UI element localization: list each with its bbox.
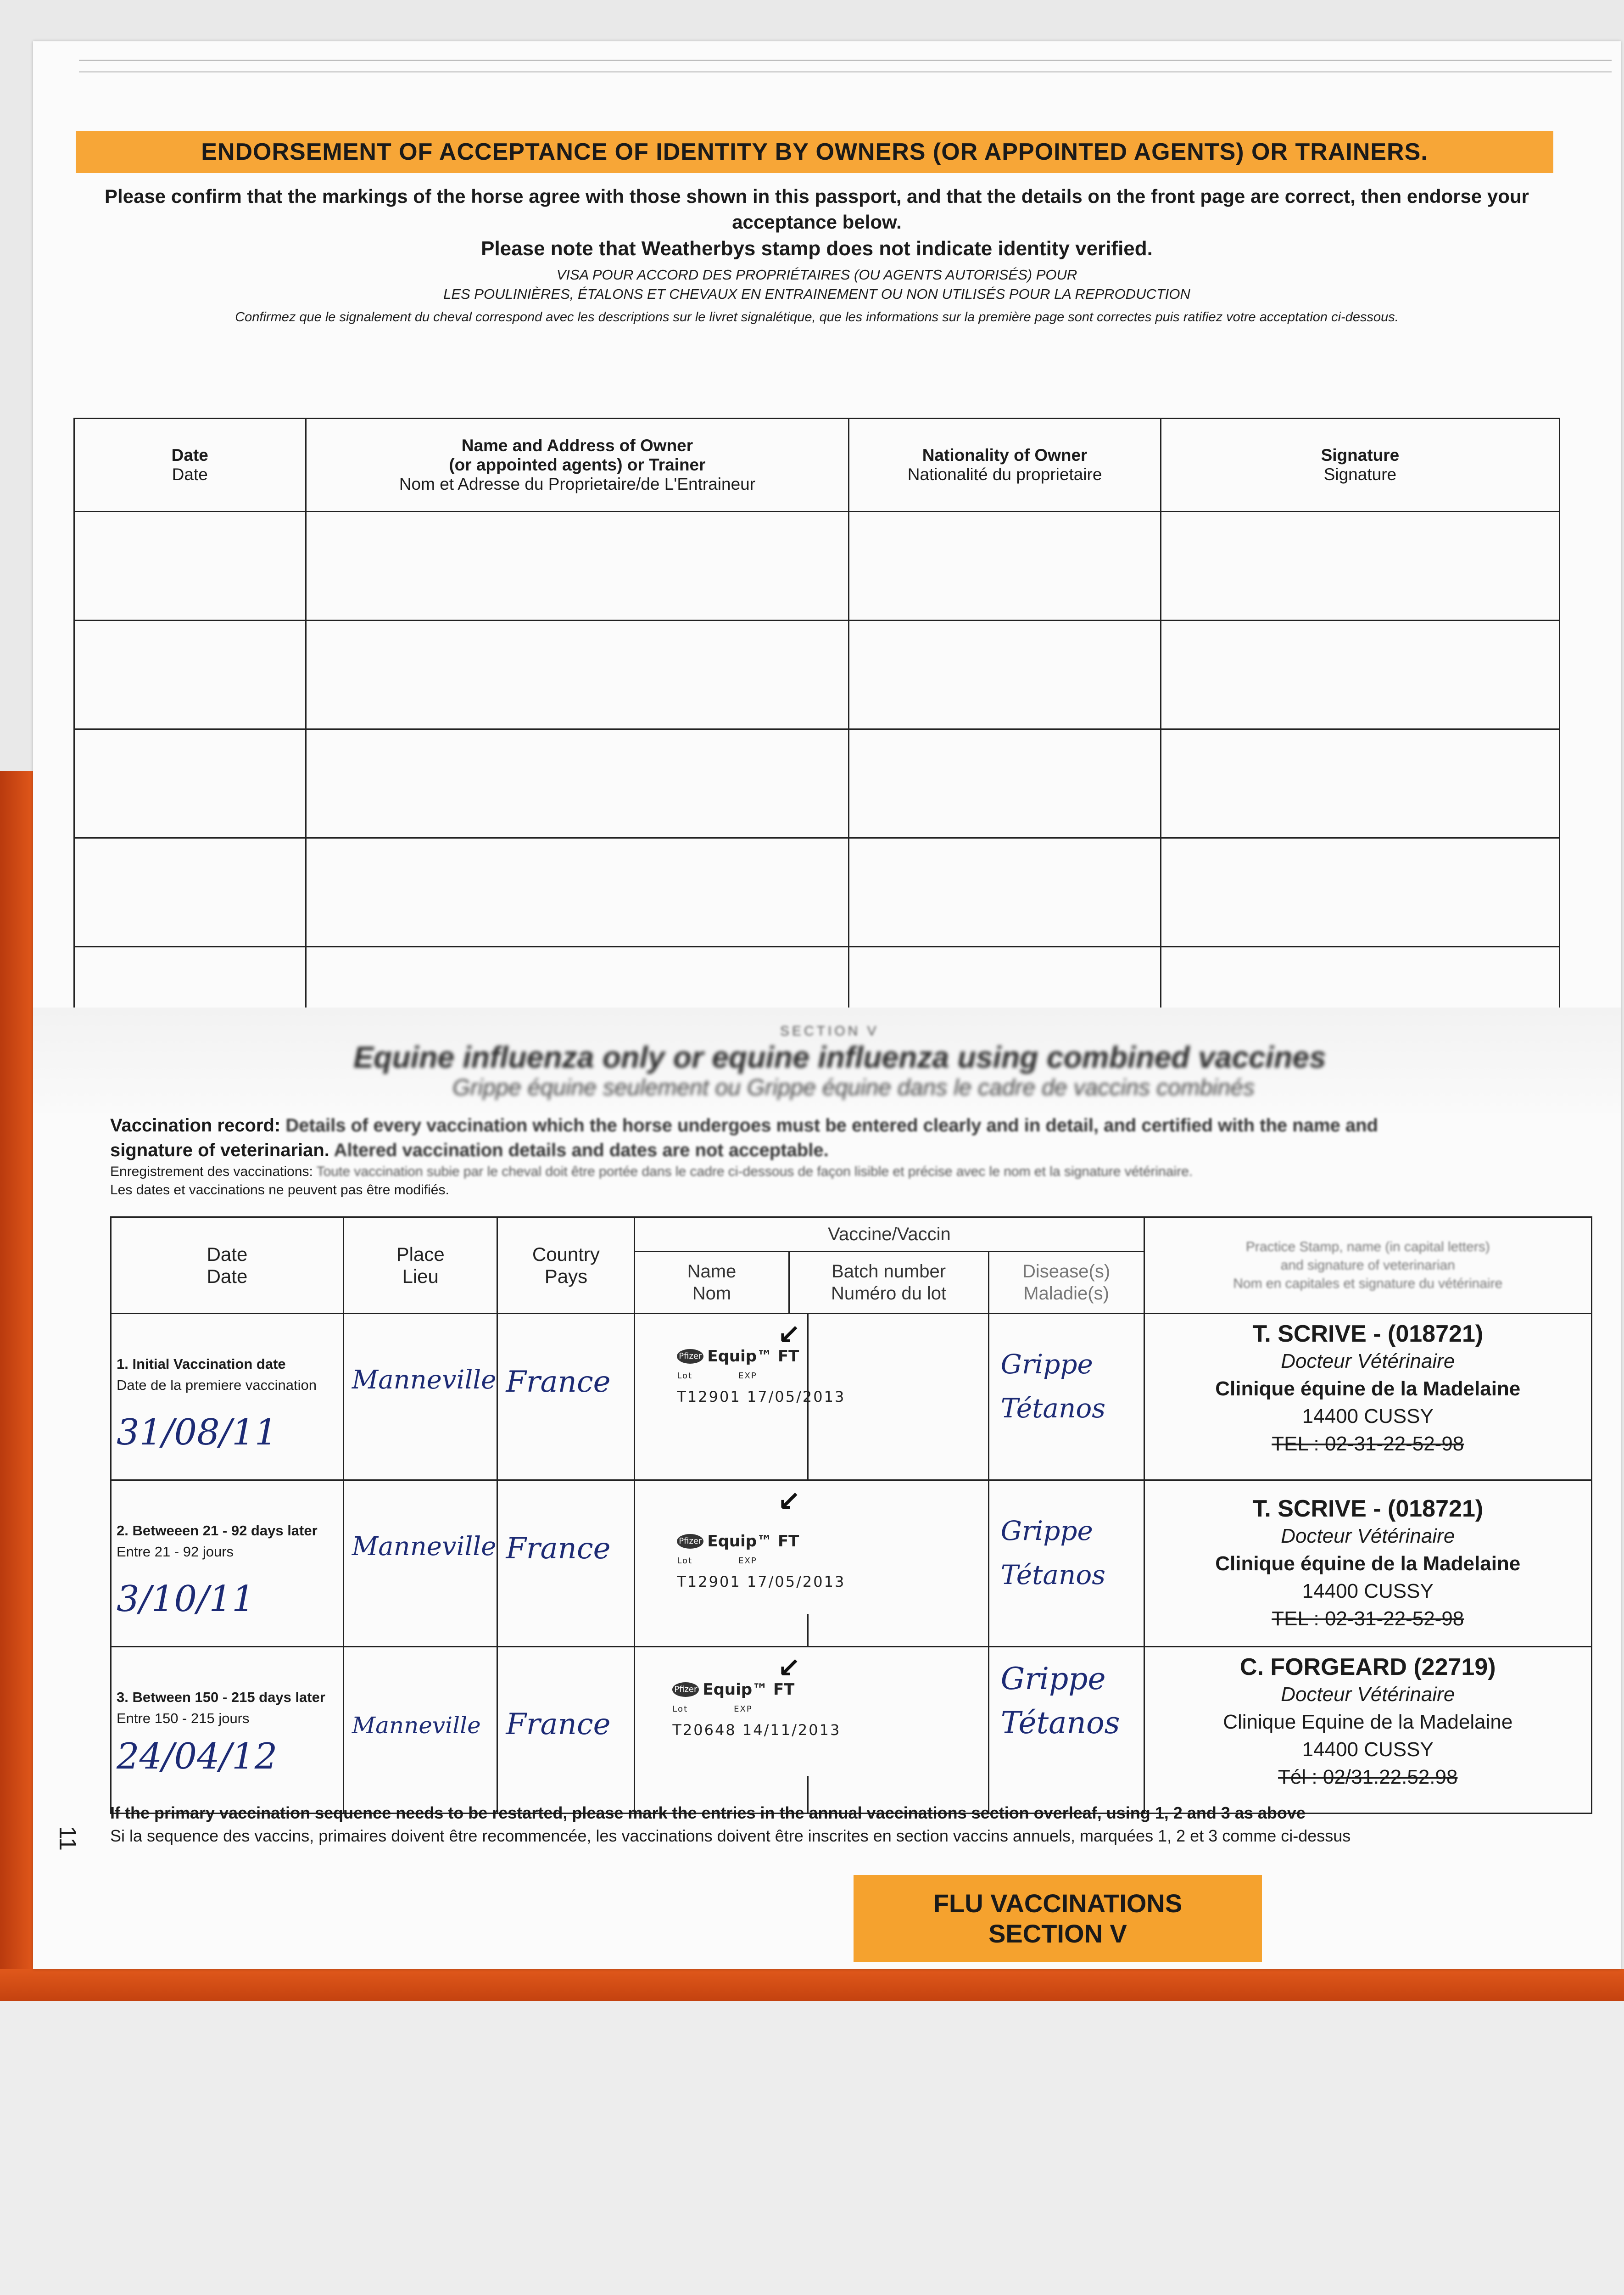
header-date: Date Date [74, 419, 306, 512]
vaccination-row [111, 1647, 1592, 1814]
dose-label: 2. Betweeen 21 - 92 days later [117, 1523, 318, 1539]
dose-label-french: Entre 150 - 215 jours [117, 1710, 250, 1726]
vet-phone: TEL : 02-31-22-52-98 [1272, 1607, 1464, 1630]
vet-stamp [1145, 1481, 1591, 1633]
instruction-confirm: Please confirm that the markings of the horse agree with those shown in this passport, and that the details on the front page are correct, then endorse your acceptance below. [105, 185, 1529, 233]
owner-date-cell[interactable] [74, 621, 306, 729]
dose-label-french: Date de la premiere vaccination [117, 1377, 317, 1393]
owner-nationality-cell[interactable] [849, 729, 1161, 838]
country-handwritten: France [506, 1532, 611, 1566]
owner-name-cell[interactable] [306, 621, 849, 729]
owner-nationality-cell[interactable] [849, 512, 1161, 621]
owner-row [74, 729, 1560, 838]
place-handwritten: Manneville [352, 1712, 481, 1739]
page-edge-lines [79, 60, 1612, 73]
instruction-visa-2: LES POULINIÈRES, ÉTALONS ET CHEVAUX EN ENTRAINEMENT OU NON UTILISÉS POUR LA REPRODUCTION [443, 286, 1190, 302]
instruction-stamp-note: Please note that Weatherbys stamp does not indicate identity verified. [481, 237, 1153, 260]
owner-row [74, 512, 1560, 621]
vacc-header-disease: Disease(s) Maladie(s) [988, 1252, 1144, 1314]
dose-date-cell [111, 1480, 344, 1647]
vaccine-sticker [636, 1481, 987, 1590]
arrow-icon: ↙ [777, 1652, 801, 1683]
instruction-french: Confirmez que le signalement du cheval correspond avec les descriptions sur le livret signalétique, que les informations sur la première page sont correctes puis ratifiez votre acceptation ci-dessous. [235, 310, 1399, 325]
owner-date-cell[interactable] [74, 512, 306, 621]
owner-signature-cell[interactable] [1161, 621, 1559, 729]
header-owner-name: Name and Address of Owner (or appointed agents) or Trainer Nom et Adresse du Proprietaire/de L'Entraineur [306, 419, 849, 512]
vet-city: 14400 CUSSY [1302, 1738, 1434, 1761]
arrow-icon: ↙ [777, 1319, 801, 1350]
owner-signature-cell[interactable] [1161, 947, 1559, 1018]
place-cell [343, 1480, 497, 1647]
record-line-1: Vaccination record: Details of every vaccination which the horse undergoes must be entered clearly and in detail, and certified with the name and [110, 1115, 1378, 1136]
vaccine-sticker [636, 1648, 987, 1739]
badge-line-2: SECTION V [988, 1919, 1127, 1948]
owner-table-header [74, 419, 1560, 512]
disease-cell [988, 1314, 1144, 1480]
dose-date-cell [111, 1314, 344, 1480]
endorsement-banner: ENDORSEMENT OF ACCEPTANCE OF IDENTITY BY OWNERS (OR APPOINTED AGENTS) OR TRAINERS. [76, 131, 1553, 173]
disease-handwritten: Grippe Tétanos [1000, 1515, 1106, 1590]
pfizer-logo-icon: Pfizer [677, 1349, 703, 1364]
place-cell [343, 1314, 497, 1480]
vaccination-header-row-1 [111, 1217, 1592, 1252]
vet-clinic: Clinique Equine de la Madelaine [1223, 1711, 1513, 1733]
vet-name: T. SCRIVE - (018721) [1252, 1495, 1484, 1522]
vaccination-row [111, 1314, 1592, 1480]
disease-cell [988, 1647, 1144, 1814]
vacc-header-country: Country Pays [497, 1217, 635, 1314]
vaccine-brand: Equip™ FT [707, 1532, 799, 1551]
vet-stamp-cell [1144, 1314, 1591, 1480]
passport-cover-edge [0, 771, 33, 2010]
country-handwritten: France [506, 1365, 611, 1399]
dose-date: 3/10/11 [117, 1579, 255, 1620]
country-handwritten: France [506, 1707, 611, 1741]
place-cell [343, 1647, 497, 1814]
endorsement-instructions [73, 184, 1560, 327]
vacc-header-vaccine: Vaccine/Vaccin [635, 1217, 1144, 1252]
disease-handwritten: Grippe Tétanos [1000, 1661, 1120, 1741]
vet-title: Docteur Vétérinaire [1281, 1683, 1455, 1706]
vet-clinic: Clinique équine de la Madelaine [1215, 1377, 1521, 1400]
vaccine-brand: Equip™ FT [703, 1680, 795, 1699]
vacc-header-date: Date Date [111, 1217, 344, 1314]
dose-date: 31/08/11 [117, 1412, 278, 1453]
pfizer-logo-icon: Pfizer [672, 1682, 699, 1697]
owner-nationality-cell[interactable] [849, 621, 1161, 729]
owner-date-cell[interactable] [74, 729, 306, 838]
batch-number: T20648 14/11/2013 [672, 1721, 841, 1739]
disease-cell [988, 1480, 1144, 1647]
restart-footnote [110, 1802, 1592, 1847]
vet-name: C. FORGEARD (22719) [1239, 1654, 1496, 1680]
vet-title: Docteur Vétérinaire [1281, 1350, 1455, 1372]
column-divider [807, 1314, 809, 1479]
vet-clinic: Clinique équine de la Madelaine [1215, 1552, 1521, 1575]
dose-label: 3. Between 150 - 215 days later [117, 1689, 325, 1705]
vaccine-sticker-cell [635, 1480, 988, 1647]
vet-phone: Tél : 02/31.22.52.98 [1278, 1766, 1458, 1788]
owner-signature-cell[interactable] [1161, 838, 1559, 947]
vaccination-table [110, 1216, 1592, 1814]
record-line-french-2: Les dates et vaccinations ne peuvent pas être modifiés. [110, 1182, 449, 1198]
owner-name-cell[interactable] [306, 838, 849, 947]
vaccine-sticker [636, 1315, 987, 1405]
badge-line-1: FLU VACCINATIONS [933, 1889, 1183, 1918]
footnote-french: Si la sequence des vaccins, primaires doivent être recommencée, les vaccinations doivent être inscrites en section vaccins annuels, marquées 1, 2 et 3 comme ci-dessus [110, 1826, 1351, 1845]
dose-date-cell [111, 1647, 344, 1814]
country-cell [497, 1314, 635, 1480]
arrow-icon: ↙ [777, 1486, 801, 1517]
vet-city: 14400 CUSSY [1302, 1405, 1434, 1427]
lot-exp-labels: Lot EXP [672, 1704, 753, 1714]
vaccination-section-title: Equine influenza only or equine influenza using combined vaccines [353, 1040, 1326, 1074]
vacc-header-batch: Batch number Numéro du lot [789, 1252, 988, 1314]
owner-name-cell[interactable] [306, 947, 849, 1018]
vacc-header-practice-stamp: Practice Stamp, name (in capital letters) and signature of veterinarian Nom en capitales et signature du vétérinaire [1144, 1217, 1591, 1314]
vaccination-record-instructions [110, 1113, 1592, 1199]
vacc-header-name: Name Nom [635, 1252, 789, 1314]
vet-title: Docteur Vétérinaire [1281, 1525, 1455, 1547]
owner-endorsement-table [73, 418, 1560, 1017]
vet-phone: TEL : 02-31-22-52-98 [1272, 1433, 1464, 1455]
owner-date-cell[interactable] [74, 838, 306, 947]
dose-date: 24/04/12 [117, 1736, 278, 1777]
owner-row [74, 621, 1560, 729]
country-cell [497, 1480, 635, 1647]
dose-label: 1. Initial Vaccination date [117, 1356, 286, 1372]
vet-stamp [1145, 1315, 1591, 1458]
vaccine-sticker-cell [635, 1647, 988, 1814]
vet-city: 14400 CUSSY [1302, 1580, 1434, 1602]
vacc-header-place: Place Lieu [343, 1217, 497, 1314]
owner-name-cell[interactable] [306, 512, 849, 621]
header-signature: Signature Signature [1161, 419, 1559, 512]
owner-nationality-cell[interactable] [849, 838, 1161, 947]
owner-nationality-cell[interactable] [849, 947, 1161, 1018]
footnote-english: If the primary vaccination sequence needs to be restarted, please mark the entries in the annual vaccinations section overleaf, using 1, 2 and 3 as above [110, 1803, 1306, 1822]
batch-number: T12901 17/05/2013 [677, 1573, 846, 1590]
owner-signature-cell[interactable] [1161, 729, 1559, 838]
dose-label-french: Entre 21 - 92 jours [117, 1544, 234, 1560]
passport-cover-bottom [0, 1969, 1624, 2001]
vaccine-sticker-cell [635, 1314, 988, 1480]
vet-stamp-cell [1144, 1647, 1591, 1814]
batch-number: T12901 17/05/2013 [677, 1388, 846, 1405]
owner-name-cell[interactable] [306, 729, 849, 838]
place-handwritten: Manneville [352, 1365, 497, 1395]
lot-exp-labels: Lot EXP [677, 1556, 757, 1566]
vaccine-brand: Equip™ FT [707, 1347, 799, 1366]
lot-exp-labels: Lot EXP [677, 1371, 757, 1381]
section-badge [854, 1875, 1262, 1962]
owner-row [74, 947, 1560, 1018]
vet-stamp-cell [1144, 1480, 1591, 1647]
vet-name: T. SCRIVE - (018721) [1252, 1321, 1484, 1347]
owner-date-cell[interactable] [74, 947, 306, 1018]
record-line-french-1: Enregistrement des vaccinations: Toute vaccination subie par le cheval doit être portée dans le cadre ci-dessous de façon lisible et précise avec le nom et la signature vétérinaire. [110, 1164, 1193, 1179]
vaccination-row [111, 1480, 1592, 1647]
page-number: 11 [54, 1826, 81, 1851]
background-shadow [0, 2001, 1624, 2295]
section-tag: SECTION V [780, 1024, 879, 1039]
column-divider [807, 1614, 809, 1646]
vet-stamp [1145, 1648, 1591, 1791]
disease-handwritten: Grippe Tétanos [1000, 1349, 1106, 1424]
vaccination-section-subtitle: Grippe équine seulement ou Grippe équine dans le cadre de vaccins combinés [452, 1075, 1255, 1100]
instruction-visa-1: VISA POUR ACCORD DES PROPRIÉTAIRES (OU AGENTS AUTORISÉS) POUR [556, 267, 1077, 283]
country-cell [497, 1647, 635, 1814]
owner-signature-cell[interactable] [1161, 512, 1559, 621]
record-line-2: signature of veterinarian. Altered vaccination details and dates are not acceptable. [110, 1140, 829, 1160]
header-nationality: Nationality of Owner Nationalité du proprietaire [849, 419, 1161, 512]
pfizer-logo-icon: Pfizer [677, 1534, 703, 1549]
place-handwritten: Manneville [352, 1532, 497, 1562]
owner-row [74, 838, 1560, 947]
